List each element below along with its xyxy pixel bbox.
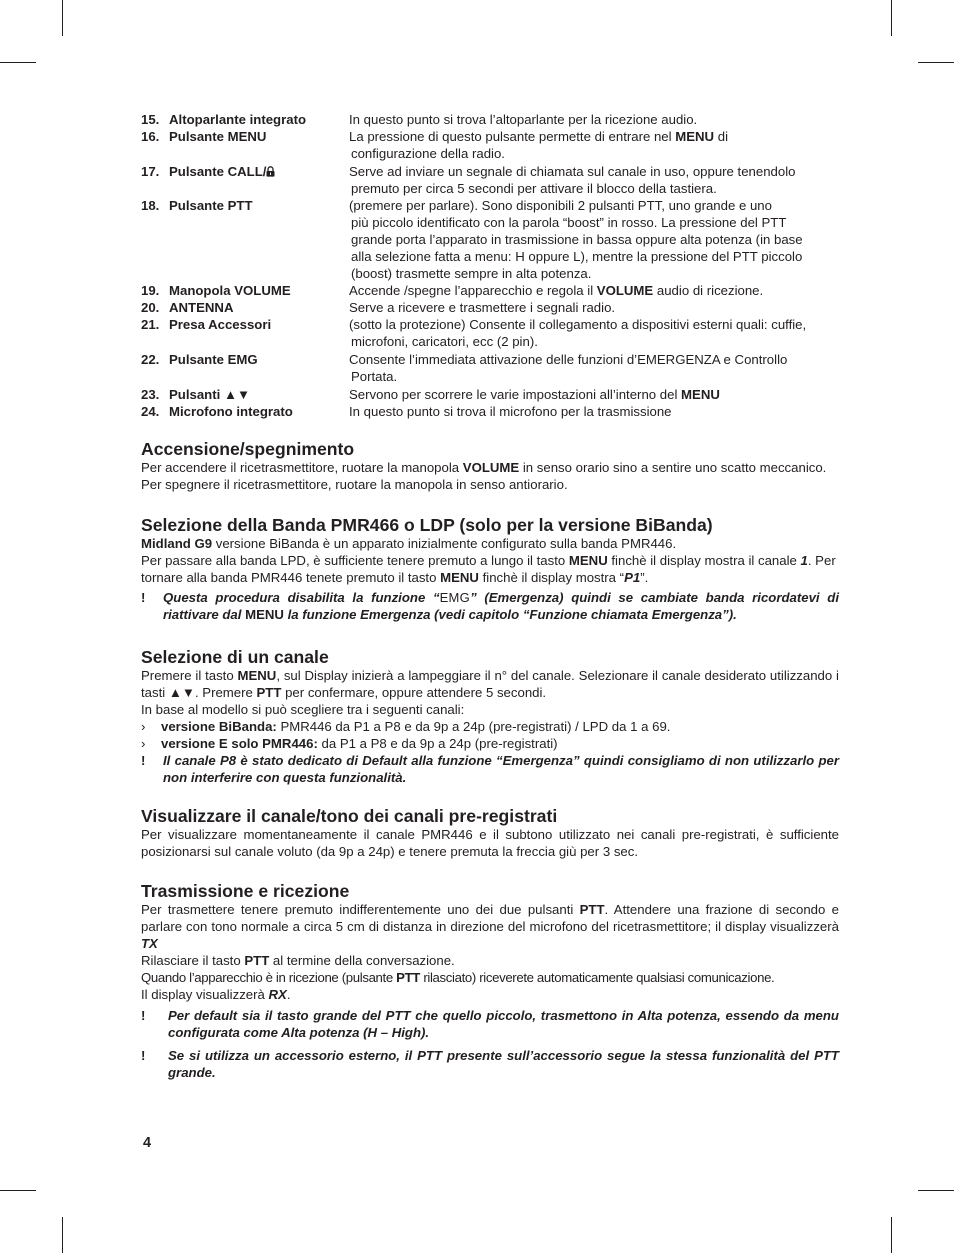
list-item: › versione BiBanda: PMR446 da P1 a P8 e da 9p a 24p (pre-registrati) / LPD da 1 a 69.: [141, 719, 671, 734]
list-item: [141, 351, 839, 385]
section-trasmissione: [141, 881, 839, 1081]
paragraph: Premere il tasto MENU, sul Display inizierà a lampeggiare il n° del canale. Selezionare il canale desiderato utilizzando i tasti ▲▼. Premere PTT per confermare, oppure attendere 5 secondi.: [141, 668, 839, 700]
list-item: [141, 316, 839, 350]
item-name: Presa Accessori: [169, 317, 272, 332]
item-number: 16.: [141, 129, 160, 144]
crop-mark: [62, 0, 63, 36]
crop-mark: [918, 1190, 954, 1191]
list-item: [141, 111, 839, 128]
list-item: [141, 403, 839, 420]
crop-mark: [62, 1217, 63, 1253]
lock-icon: [266, 166, 275, 177]
item-name: ANTENNA: [169, 300, 234, 315]
item-description: Serve ad inviare un segnale di chiamata sul canale in uso, oppure tenendolo premuto per circa 5 secondi per attivare il blocco della tastiera.: [349, 164, 796, 196]
item-description: In questo punto si trova l’altoparlante per la ricezione audio.: [349, 112, 698, 127]
warning-icon: !: [141, 1008, 146, 1023]
crop-mark: [0, 1190, 36, 1191]
list-item: [141, 282, 839, 299]
item-name: Pulsante EMG: [169, 352, 258, 367]
list-item: [141, 163, 839, 197]
paragraph: Per passare alla banda LPD, è sufficiente tenere premuto a lungo il tasto MENU finchè il display mostra il canale 1. Per tornare alla banda PMR446 tenete premuto il tasto MENU finchè il display mostra “P1”.: [141, 553, 836, 585]
section-heading: Selezione della Banda PMR466 o LDP (solo per la versione BiBanda): [141, 515, 713, 535]
parts-list: [141, 111, 839, 420]
warning-note: ! Se si utilizza un accessorio esterno, il PTT presente sull’accessorio segue la stessa funzionalità del PTT grande.: [141, 1048, 839, 1080]
section-heading: Accensione/spegnimento: [141, 439, 355, 459]
item-name: Manopola VOLUME: [169, 283, 291, 298]
warning-icon: !: [141, 1048, 146, 1063]
item-description: (premere per parlare). Sono disponibili 2 pulsanti PTT, uno grande e uno più piccolo identificato con la parola “boost” in rosso. La pressione del PTT grande porta l’apparato in trasmissione in bassa oppure alta potenza (in base alla selezione fatta a menu: H oppure L), mentre la pressione del PTT piccolo (boost) trasmette sempre in alta potenza.: [349, 198, 803, 281]
item-number: 22.: [141, 352, 160, 367]
item-description: (sotto la protezione) Consente il collegamento a dispositivi esterni quali: cuffie, microfoni, caricatori, ecc (2 pin).: [349, 317, 807, 349]
item-number: 21.: [141, 317, 160, 332]
paragraph: In base al modello si può scegliere tra i seguenti canali:: [141, 702, 465, 717]
section-visualizzare: [141, 806, 839, 860]
item-number: 17.: [141, 164, 160, 179]
item-description: La pressione di questo pulsante permette di entrare nel MENU di configurazione della radio.: [349, 129, 729, 161]
paragraph: Midland G9 versione BiBanda è un apparato inizialmente configurato sulla banda PMR446.: [141, 536, 677, 551]
item-number: 15.: [141, 112, 160, 127]
paragraph: Per spegnere il ricetrasmettitore, ruotare la manopola in senso antiorario.: [141, 477, 568, 492]
item-name: Pulsanti ▲▼: [169, 387, 251, 402]
crop-mark: [891, 1217, 892, 1253]
paragraph: Per trasmettere tenere premuto indifferentemente uno dei due pulsanti PTT. Attendere una frazione di secondo e parlare con tono normale a circa 5 cm di distanza in direzione del microfono del ricetrasmettitore; il display visualizzerà TX: [141, 902, 839, 951]
item-description: Servono per scorrere le varie impostazioni all’interno del MENU: [349, 387, 720, 402]
list-item: › versione E solo PMR446: da P1 a P8 e da 9p a 24p (pre-registrati): [141, 736, 558, 751]
section-heading: Selezione di un canale: [141, 647, 329, 667]
section-banda: [141, 515, 839, 623]
warning-note: ! Per default sia il tasto grande del PTT che quello piccolo, trasmettono in Alta potenza, essendo da menu configurata come Alta potenza (H – High).: [141, 1008, 839, 1040]
item-description: In questo punto si trova il microfono per la trasmissione: [349, 404, 672, 419]
paragraph: Il display visualizzerà RX.: [141, 987, 291, 1002]
crop-mark: [0, 62, 36, 63]
item-name: Pulsante PTT: [169, 198, 253, 213]
page-number: 4: [143, 1135, 152, 1151]
warning-note: ! Il canale P8 è stato dedicato di Default alla funzione “Emergenza” quindi consigliamo di non utilizzarlo per non interferire con questa funzionalità.: [141, 753, 839, 785]
item-description: Serve a ricevere e trasmettere i segnali radio.: [349, 300, 616, 315]
list-item: [141, 299, 839, 316]
section-heading: Visualizzare il canale/tono dei canali pre-registrati: [141, 806, 558, 826]
list-item: [141, 128, 839, 162]
item-description: Accende /spegne l’apparecchio e regola il VOLUME audio di ricezione.: [349, 283, 764, 298]
item-name: Pulsante MENU: [169, 129, 267, 144]
chevron-right-icon: ›: [141, 719, 146, 734]
paragraph: Rilasciare il tasto PTT al termine della conversazione.: [141, 953, 455, 968]
section-accensione: [141, 439, 839, 493]
paragraph: Per accendere il ricetrasmettitore, ruotare la manopola VOLUME in senso orario sino a sentire uno scatto meccanico.: [141, 460, 827, 475]
item-number: 23.: [141, 387, 160, 402]
item-number: 18.: [141, 198, 160, 213]
item-name: Pulsante CALL/: [169, 163, 275, 180]
crop-mark: [918, 62, 954, 63]
item-number: 19.: [141, 283, 160, 298]
warning-icon: !: [141, 753, 146, 768]
list-item: [141, 197, 839, 282]
warning-icon: !: [141, 590, 146, 605]
item-description: Consente l’immediata attivazione delle funzioni d’EMERGENZA e Controllo Portata.: [349, 352, 788, 384]
chevron-right-icon: ›: [141, 736, 146, 751]
list-item: [141, 386, 839, 403]
item-name: Altoparlante integrato: [169, 112, 307, 127]
crop-mark: [891, 0, 892, 36]
paragraph: Quando l’apparecchio è in ricezione (pulsante PTT rilasciato) riceverete automaticamente qualsiasi comunicazione.: [141, 970, 775, 985]
item-number: 20.: [141, 300, 160, 315]
page-content: [141, 111, 839, 1081]
section-canale: [141, 647, 839, 786]
paragraph: Per visualizzare momentaneamente il canale PMR446 e il subtono utilizzato nei canali pre-registrati, è sufficiente posizionarsi sul canale voluto (da 9p a 24p) e tenere premuta la freccia giù per 3 sec.: [141, 827, 839, 859]
warning-note: ! Questa procedura disabilita la funzione “EMG” (Emergenza) quindi se cambiate banda ricordatevi di riattivare dal MENU la funzione Emergenza (vedi capitolo “Funzione chiamata Emergenza”).: [141, 590, 839, 622]
item-number: 24.: [141, 404, 160, 419]
item-name: Microfono integrato: [169, 404, 293, 419]
section-heading: Trasmissione e ricezione: [141, 881, 350, 901]
